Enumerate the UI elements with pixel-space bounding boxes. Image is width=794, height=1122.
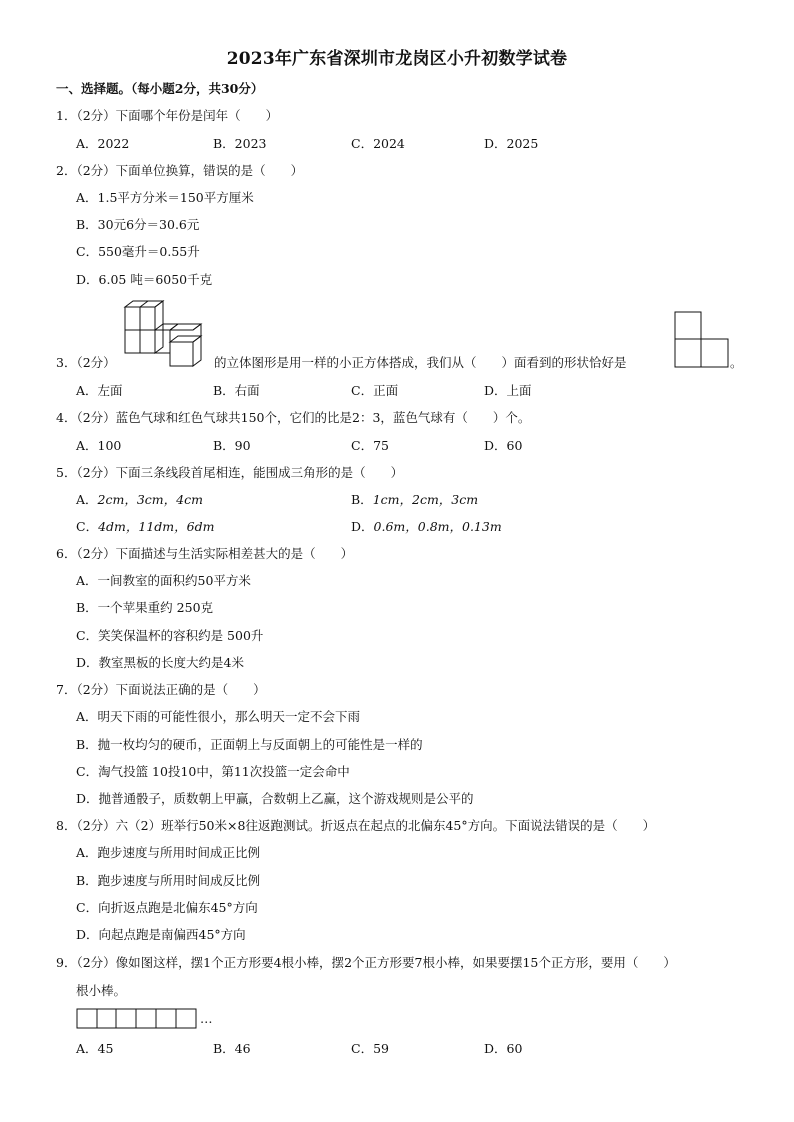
q6-option-c: C．笑笑保温杯的容积约是 500升	[76, 628, 264, 643]
q1-option-d: D．2025	[484, 136, 539, 151]
q3-answer-shape-figure	[674, 311, 730, 369]
q5-option-a-letter: A．	[76, 492, 98, 507]
q4-option-a: A．100	[76, 438, 122, 453]
q5-option-d-value: 0.6m，0.8m，0.13m	[373, 519, 502, 534]
q6-option-d: D．教室黑板的长度大约是4米	[76, 655, 244, 670]
q5-option-c-letter: C．	[76, 519, 99, 534]
q2-option-b: B．30元6分＝30.6元	[76, 217, 200, 232]
q5-option-c-value: 4dm，11dm，6dm	[98, 519, 215, 534]
q4-option-b: B．90	[213, 438, 251, 453]
q1-option-a: A．2022	[76, 136, 130, 151]
question-3-stem: 的立体图形是用一样的小正方体搭成，我们从（ ）面看到的形状恰好是	[214, 355, 627, 370]
question-4-stem: 4．（2分）蓝色气球和红色气球共150个，它们的比是2：3，蓝色气球有（ ）个。	[56, 410, 531, 425]
q3-option-d: D．上面	[484, 383, 532, 398]
q7-option-d: D．抛普通骰子，质数朝上甲赢，合数朝上乙赢，这个游戏规则是公平的	[76, 791, 474, 806]
q5-option-b-value: 1cm，2cm，3cm	[372, 492, 479, 507]
q7-option-a: A．明天下雨的可能性很小，那么明天一定不会下雨	[76, 709, 361, 724]
q7-option-b: B．抛一枚均匀的硬币，正面朝上与反面朝上的可能性是一样的	[76, 737, 423, 752]
q9-option-d: D．60	[484, 1041, 523, 1056]
q3-option-c: C．正面	[351, 383, 399, 398]
q3-option-b: B．右面	[213, 383, 260, 398]
question-8-stem: 8．（2分）六（2）班举行50米×8往返跑测试。折返点在起点的北偏东45°方向。下面说法错误的是（ ）	[56, 818, 656, 833]
page-title: 2023年广东省深圳市龙岗区小升初数学试卷	[226, 49, 568, 69]
q9-squares-figure	[76, 1008, 198, 1030]
q2-option-d: D．6.05 吨＝6050千克	[76, 272, 213, 287]
question-3-prefix: 3．（2分）	[56, 355, 116, 370]
q1-option-c: C．2024	[351, 136, 405, 151]
question-2-stem: 2．（2分）下面单位换算，错误的是（ ）	[56, 163, 304, 178]
section-heading: 一、选择题。（每小题2分，共30分）	[56, 81, 264, 96]
q1-option-b: B．2023	[213, 136, 267, 151]
q5-option-b	[351, 492, 478, 508]
q4-option-d: D．60	[484, 438, 523, 453]
q9-option-a: A．45	[76, 1041, 114, 1056]
question-7-stem: 7．（2分）下面说法正确的是（ ）	[56, 682, 266, 697]
q9-option-b: B．46	[213, 1041, 251, 1056]
q8-option-a: A．跑步速度与所用时间成正比例	[76, 845, 261, 860]
q8-option-d: D．向起点跑是南偏西45°方向	[76, 927, 246, 942]
q3-option-a: A．左面	[76, 383, 123, 398]
q4-option-c: C．75	[351, 438, 389, 453]
q5-option-a	[76, 492, 203, 508]
q5-option-a-value: 2cm，3cm，4cm	[97, 492, 203, 507]
q3-cube-figure	[122, 298, 218, 370]
q9-option-c: C．59	[351, 1041, 389, 1056]
q8-option-b: B．跑步速度与所用时间成反比例	[76, 873, 261, 888]
question-1-stem: 1．（2分）下面哪个年份是闰年（ ）	[56, 108, 279, 123]
question-5-stem: 5．（2分）下面三条线段首尾相连，能围成三角形的是（ ）	[56, 465, 404, 480]
q6-option-a: A．一间教室的面积约50平方米	[76, 573, 251, 588]
question-3-end: 。	[730, 355, 743, 370]
q5-option-b-letter: B．	[351, 492, 373, 507]
q5-option-c	[76, 519, 214, 535]
question-6-stem: 6．（2分）下面描述与生活实际相差甚大的是（ ）	[56, 546, 354, 561]
question-9-stem-continued: 根小棒。	[76, 983, 127, 998]
question-9-stem: 9．（2分）像如图这样，摆1个正方形要4根小棒，摆2个正方形要7根小棒，如果要摆15个正方形，要用（ ）	[56, 955, 676, 970]
q8-option-c: C．向折返点跑是北偏东45°方向	[76, 900, 258, 915]
q2-option-c: C．550毫升＝0.55升	[76, 244, 200, 259]
q7-option-c: C．淘气投篮 10投10中，第11次投篮一定会命中	[76, 764, 350, 779]
q5-option-d	[351, 519, 502, 535]
q9-ellipsis: …	[200, 1011, 213, 1026]
q2-option-a: A．1.5平方分米＝150平方厘米	[76, 190, 254, 205]
q6-option-b: B．一个苹果重约 250克	[76, 600, 214, 615]
q5-option-d-letter: D．	[351, 519, 374, 534]
